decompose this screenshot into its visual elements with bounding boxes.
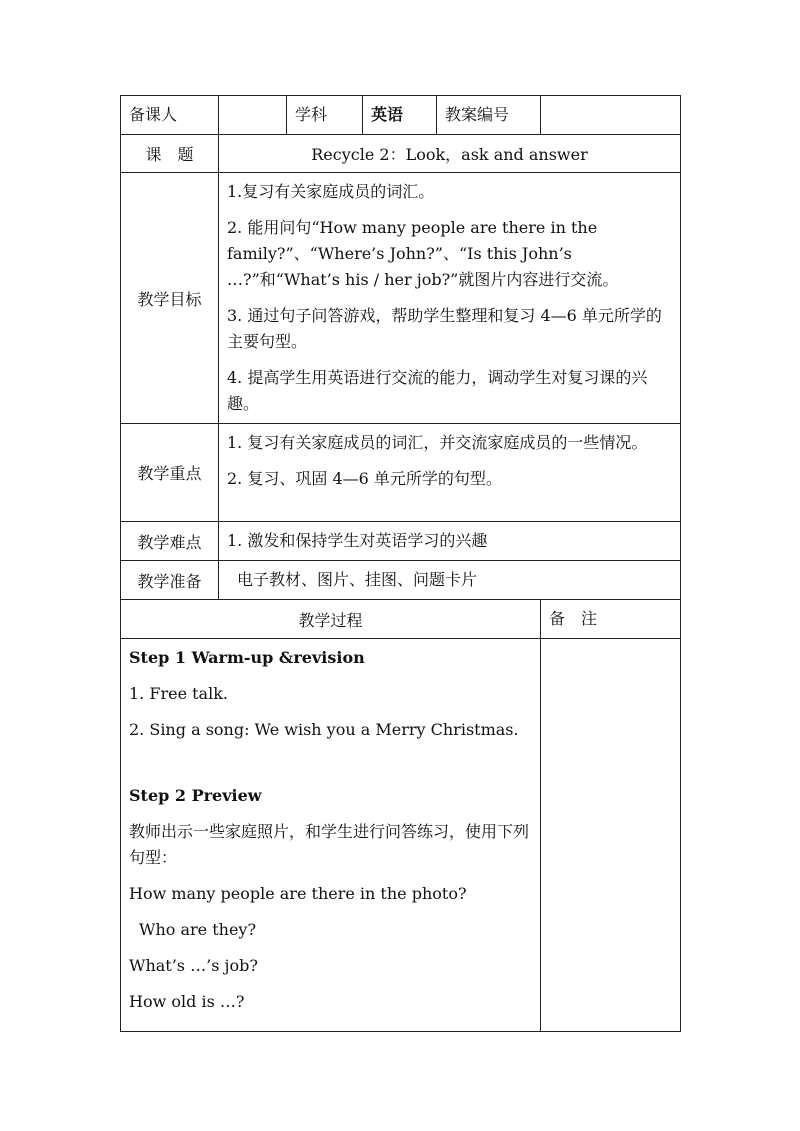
objective-item: 4. 提高学生用英语进行交流的能力，调动学生对复习课的兴趣。 [227,368,648,413]
key-points-label: 教学重点 [121,424,219,522]
header-row [121,96,681,135]
step2-intro: 教师出示一些家庭照片，和学生进行问答练习，使用下列句型： [129,822,530,867]
spacer [129,753,532,783]
key-point-item: 1. 复习有关家庭成员的词汇，并交流家庭成员的一些情况。 [227,433,648,452]
step2-title: Step 2 Preview [129,786,262,805]
objective-item: 3. 通过句子问答游戏，帮助学生整理和复习 4—6 单元所学的主要句型。 [227,306,662,351]
preparation-value: 电子教材、图片、挂图、问题卡片 [219,561,681,600]
step1-item: 1. Free talk. [129,684,228,703]
subject-value: 英语 [363,96,437,135]
preparer-value [219,96,287,135]
step2-line: How many people are there in the photo? [129,884,467,903]
process-body-row [121,639,681,1032]
step1-item: 2. Sing a song: We wish you a Merry Christmas. [129,720,519,739]
plan-number-label: 教案编号 [437,96,541,135]
difficulties-label: 教学难点 [121,522,219,561]
difficulties-row [121,522,681,561]
objectives-label: 教学目标 [121,173,219,424]
objective-item: 1.复习有关家庭成员的词汇。 [227,182,435,201]
objectives-row [121,173,681,424]
topic-label: 课 题 [121,135,219,173]
key-point-item: 2. 复习、巩固 4—6 单元所学的句型。 [227,469,502,488]
process-header: 教学过程 [121,600,541,639]
step2-line: How old is …? [129,992,245,1011]
notes-cell [541,639,681,1032]
step2-line: Who are they? [139,920,257,939]
topic-value: Recycle 2：Look，ask and answer [219,135,681,173]
process-header-row [121,600,681,639]
subject-label: 学科 [287,96,363,135]
plan-number-value [541,96,681,135]
topic-row [121,135,681,173]
key-points-list [219,424,681,522]
notes-header: 备 注 [541,600,681,639]
key-points-row [121,424,681,522]
preparation-row [121,561,681,600]
objective-item: 2. 能用问句“How many people are there in the family?”、“Where’s John?”、“Is this John’s …?”和“What’s his / her job?”就图片内容进行交流。 [227,218,619,289]
process-content [121,639,541,1032]
lesson-plan-table [120,95,681,1032]
difficulties-value: 1. 激发和保持学生对英语学习的兴趣 [219,522,681,561]
step2-line: What’s …’s job? [129,956,258,975]
step1-title: Step 1 Warm-up &revision [129,648,365,667]
objectives-list [219,173,681,424]
preparation-label: 教学准备 [121,561,219,600]
preparer-label: 备课人 [121,96,219,135]
